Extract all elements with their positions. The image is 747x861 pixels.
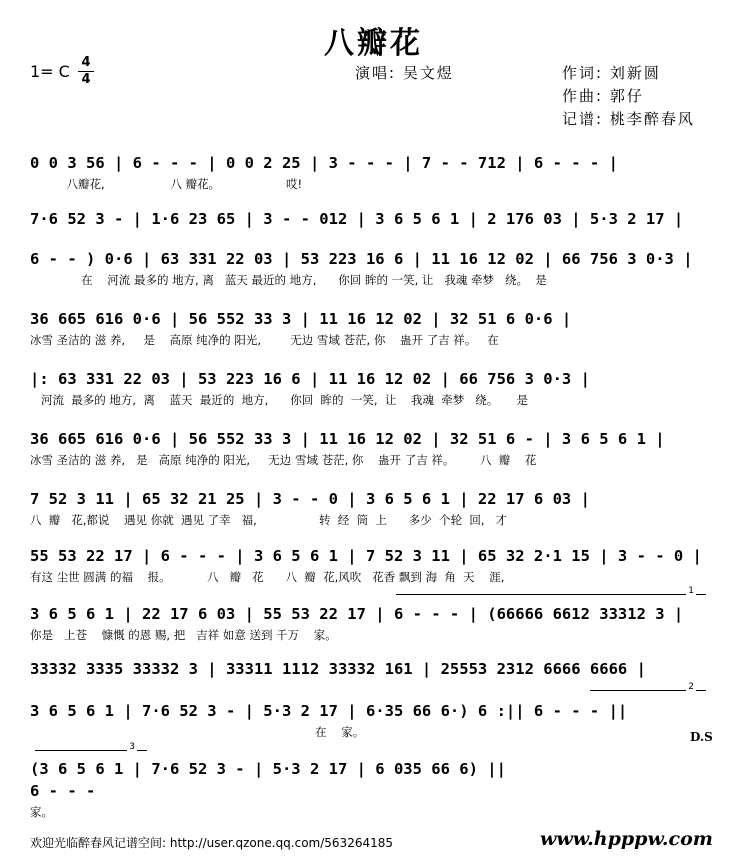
time-signature-bottom: 4 (81, 72, 91, 87)
lyrics-line: 有这 尘世 圆满 的福 报。 八 瓣 花 八 瓣 花,风吹 花香 飘到 海 角 天 涯, (30, 570, 505, 584)
volta-number: 2 (688, 682, 694, 692)
key-signature: 1= C (30, 62, 70, 81)
notes-line: 7 52 3 11 | 65 32 21 25 | 3 - - 0 | 3 6 5 6 1 | 22 17 6 03 | (30, 490, 590, 508)
notes-line: |: 63 331 22 03 | 53 223 16 6 | 11 16 12 02 | 66 756 3 0·3 | (30, 370, 590, 388)
volta-number: 1 (688, 586, 694, 596)
notes-line: 6 - - ) 0·6 | 63 331 22 03 | 53 223 16 6 | 11 16 12 02 | 66 756 3 0·3 | (30, 250, 693, 268)
notes-line: 33332 3335 33332 3 | 33311 1112 33332 161 | 25553 2312 6666 6666 | (30, 660, 646, 678)
lyrics-line: 河流 最多的 地方, 离 蓝天 最近的 地方, 你回 眸的 一笑, 让 我魂 牵梦 绕。 是 (30, 393, 528, 407)
notes-line: 36 665 616 0·6 | 56 552 33 3 | 11 16 12 02 | 32 51 6 - | 3 6 5 6 1 | (30, 430, 665, 448)
volta-bracket-1 (396, 586, 706, 596)
notes-text: (3 6 5 6 1 | 7·6 52 3 - | 5·3 2 17 | 6 035 66 6) || (30, 760, 506, 778)
volta-number: 3 (129, 742, 135, 752)
score-system-6 (30, 428, 716, 468)
score-system-2 (30, 208, 716, 248)
volta-bracket-2 (590, 682, 706, 692)
composer-credit: 作曲: 郭仔 (562, 87, 644, 105)
score-system-7 (30, 488, 716, 528)
singer-credit: 演唱: 吴文煜 (355, 64, 454, 82)
score-system-12 (30, 758, 716, 780)
final-lyric: 家。 (30, 805, 53, 819)
notes-line-upper (30, 758, 716, 780)
score-system-3 (30, 248, 716, 288)
notes-line: 3 6 5 6 1 | 7·6 52 3 - | 5·3 2 17 | 6·35 66 6·) 6 :|| 6 - - - || (30, 702, 628, 720)
volta-bracket-3 (35, 742, 147, 752)
final-notes: 6 - - - (30, 782, 96, 800)
lyrics-line (30, 232, 716, 248)
lyrics-line: 冰雪 圣洁的 滋 养, 是 高原 纯净的 阳光, 无边 雪域 苍茫, 你 蛊开 了吉 祥。 八 瓣 花 (30, 453, 537, 467)
notation-credit: 记谱: 桃李醉春风 (562, 110, 695, 128)
score-system-9 (30, 603, 716, 643)
score-system-10 (30, 658, 716, 680)
lyrics-line: 在 河流 最多的 地方, 离 蓝天 最近的 地方, 你回 眸的 一笑, 让 我魂 牵梦 绕。 是 (30, 273, 547, 287)
lyrics-line: 你是 上苍 慷慨 的恩 赐, 把 吉祥 如意 送到 千万 家。 (30, 628, 337, 642)
footer-text: 欢迎光临醉春风记谱空间: http://user.qzone.qq.com/563264185 (30, 836, 394, 850)
notes-line: 55 53 22 17 | 6 - - - | 3 6 5 6 1 | 7 52 3 11 | 65 32 2·1 15 | 3 - - 0 | (30, 547, 702, 565)
lyrics-line: 八瓣花, 八 瓣花。 哎! (30, 177, 303, 191)
score-system-final (30, 780, 130, 820)
score-system-11 (30, 700, 716, 740)
score-system-8 (30, 545, 716, 585)
lyrics-line: 在 家。 (30, 725, 365, 739)
lyricist-credit: 作词: 刘新圆 (562, 64, 661, 82)
time-signature (78, 56, 94, 87)
footer-site-link[interactable]: www.hpppw.com (540, 828, 713, 850)
notes-line: 7·6 52 3 - | 1·6 23 65 | 3 - - 012 | 3 6 5 6 1 | 2 176 03 | 5·3 2 17 | (30, 210, 684, 228)
lyrics-line: 冰雪 圣洁的 滋 养, 是 高原 纯净的 阳光, 无边 雪域 苍茫, 你 蛊开 了吉 祥。 在 (30, 333, 499, 347)
score-system-1 (30, 152, 716, 192)
da-segno-marker: D.S (690, 730, 713, 744)
notes-line: 0 0 3 56 | 6 - - - | 0 0 2 25 | 3 - - - | 7 - - 712 | 6 - - - | (30, 154, 618, 172)
score-system-4 (30, 308, 716, 348)
score-system-5 (30, 368, 716, 408)
notes-line: 36 665 616 0·6 | 56 552 33 3 | 11 16 12 02 | 32 51 6 0·6 | (30, 310, 572, 328)
song-title: 八瓣花 (324, 26, 423, 61)
lyrics-line: 八 瓣 花,都说 遇见 你就 遇见 了幸 福, 转 经 筒 上 多少 个轮 回, 才 (30, 513, 508, 527)
time-signature-top: 4 (81, 55, 91, 70)
notes-line: 3 6 5 6 1 | 22 17 6 03 | 55 53 22 17 | 6 - - - | (66666 6612 33312 3 | (30, 605, 684, 623)
